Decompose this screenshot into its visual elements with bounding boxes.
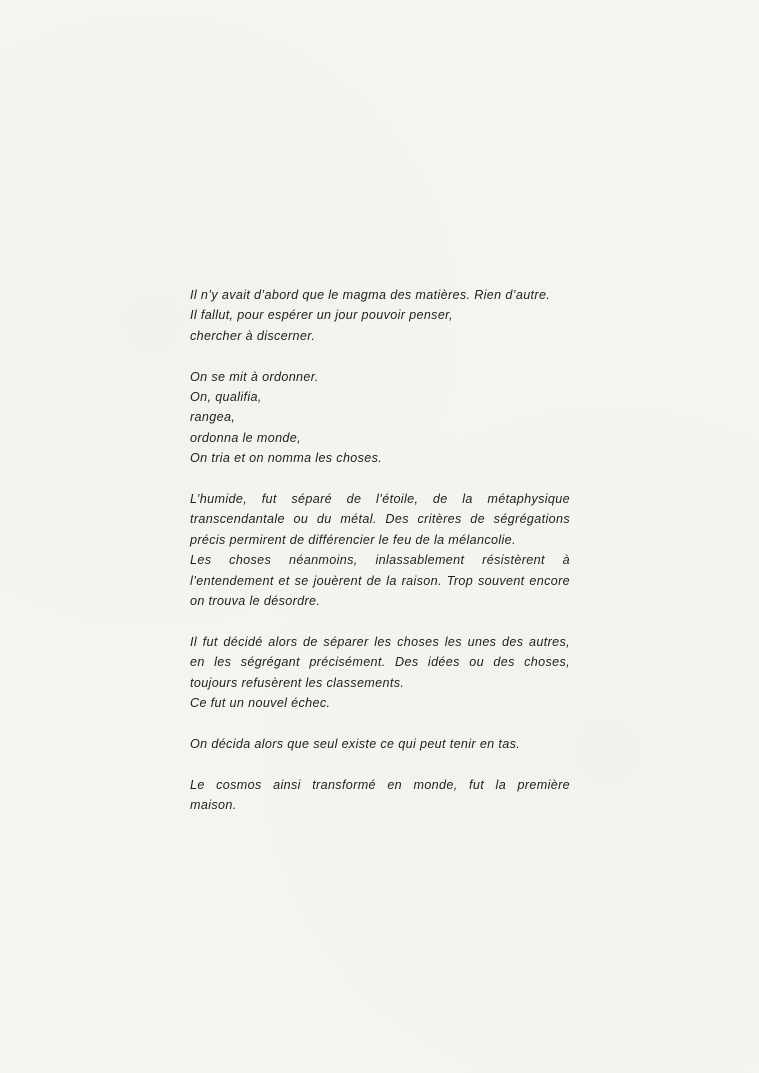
poem-line: transcendantale ou du métal. Des critères de ségrégations	[190, 512, 570, 527]
poem-line: On se mit à ordonner.	[190, 369, 319, 384]
poem-line: chercher à discerner.	[190, 328, 316, 343]
stanza-6	[190, 775, 570, 816]
poem-line: maison.	[190, 798, 237, 813]
poem-line: On décida alors que seul existe ce qui peut tenir en tas.	[190, 736, 521, 751]
poem-line: Il fallut, pour espérer un jour pouvoir penser,	[190, 308, 453, 323]
poem-line: Le cosmos ainsi transformé en monde, fut la première	[190, 777, 570, 792]
poem-line: l’entendement et se jouèrent de la raison. Trop souvent encore	[190, 573, 570, 588]
poem-line: Il n’y avait d’abord que le magma des matières. Rien d’autre.	[190, 288, 551, 302]
stanza-4	[190, 632, 570, 714]
poem-line: précis permirent de différencier le feu de la mélancolie.	[190, 532, 516, 547]
poem-line: rangea,	[190, 410, 236, 425]
poem-line: Ce fut un nouvel échec.	[190, 696, 331, 711]
poem-line: toujours refusèrent les classements.	[190, 675, 405, 690]
stanza-3	[190, 489, 570, 611]
poem-line: Il fut décidé alors de séparer les choses les unes des autres,	[190, 634, 570, 649]
poem-text	[190, 285, 570, 815]
poem-line: ordonna le monde,	[190, 430, 301, 445]
poem-line: Les choses néanmoins, inlassablement résistèrent à	[190, 553, 570, 568]
stanza-1	[190, 285, 570, 346]
stanza-5	[190, 734, 570, 754]
poem-line: L’humide, fut séparé de l’étoile, de la métaphysique	[190, 492, 570, 507]
poem-line: on trouva le désordre.	[190, 594, 321, 609]
poem-line: On, qualifia,	[190, 390, 262, 405]
stanza-2	[190, 367, 570, 469]
poem-line: en les ségrégant précisément. Des idées ou des choses,	[190, 655, 570, 670]
poem-line: On tria et on nomma les choses.	[190, 451, 383, 466]
